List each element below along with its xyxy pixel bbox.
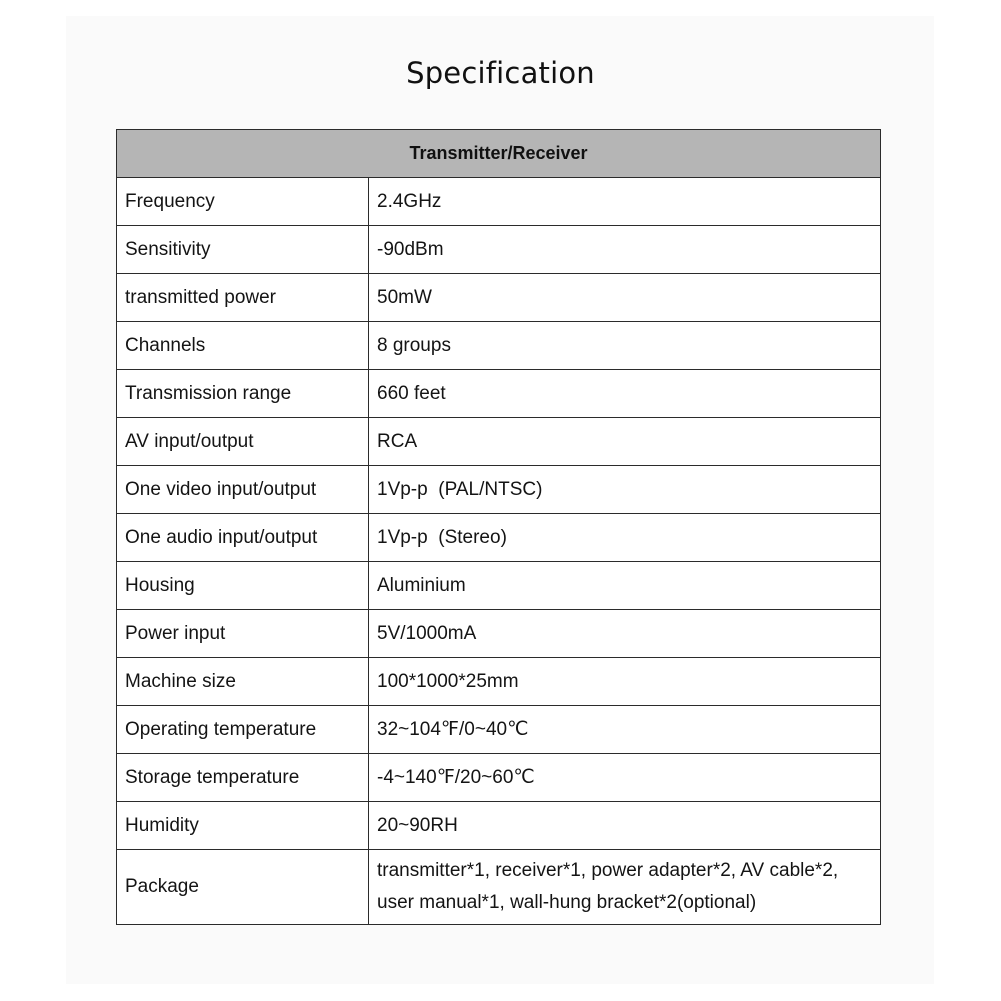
row-value: 20~90RH xyxy=(369,802,881,850)
row-label: Housing xyxy=(117,562,369,610)
table-row xyxy=(117,850,881,925)
table-row xyxy=(117,466,881,514)
table-row xyxy=(117,610,881,658)
row-label: Frequency xyxy=(117,178,369,226)
row-value: -4~140℉/20~60℃ xyxy=(369,754,881,802)
row-value: RCA xyxy=(369,418,881,466)
row-label: Transmission range xyxy=(117,370,369,418)
row-value: 660 feet xyxy=(369,370,881,418)
table-row xyxy=(117,706,881,754)
table-row xyxy=(117,514,881,562)
table-row xyxy=(117,754,881,802)
table-row xyxy=(117,802,881,850)
specification-table xyxy=(116,129,881,925)
row-value: 2.4GHz xyxy=(369,178,881,226)
row-label: Machine size xyxy=(117,658,369,706)
page-title: Specification xyxy=(406,56,595,90)
row-value-line: transmitter*1, receiver*1, power adapter*2, AV cable*2, xyxy=(377,860,839,881)
table-row xyxy=(117,658,881,706)
row-value: 8 groups xyxy=(369,322,881,370)
table-row xyxy=(117,418,881,466)
row-label: AV input/output xyxy=(117,418,369,466)
row-value: 32~104℉/0~40℃ xyxy=(369,706,881,754)
row-label: Power input xyxy=(117,610,369,658)
row-label: Humidity xyxy=(117,802,369,850)
row-label: transmitted power xyxy=(117,274,369,322)
row-label: Operating temperature xyxy=(117,706,369,754)
table-row xyxy=(117,226,881,274)
row-label: Package xyxy=(117,850,369,925)
row-label: Channels xyxy=(117,322,369,370)
table-row xyxy=(117,562,881,610)
table-row xyxy=(117,274,881,322)
row-value: 100*1000*25mm xyxy=(369,658,881,706)
row-value: 5V/1000mA xyxy=(369,610,881,658)
row-label: Sensitivity xyxy=(117,226,369,274)
table-header: Transmitter/Receiver xyxy=(117,130,881,178)
table-row xyxy=(117,370,881,418)
row-label: One video input/output xyxy=(117,466,369,514)
table-row xyxy=(117,322,881,370)
table-header-row xyxy=(117,130,881,178)
row-value-multiline xyxy=(369,850,881,925)
row-value: 1Vp-p (PAL/NTSC) xyxy=(369,466,881,514)
row-value: 50mW xyxy=(369,274,881,322)
table-row xyxy=(117,178,881,226)
row-label: Storage temperature xyxy=(117,754,369,802)
row-value-line: user manual*1, wall-hung bracket*2(optional) xyxy=(377,892,757,913)
row-value: -90dBm xyxy=(369,226,881,274)
row-value: Aluminium xyxy=(369,562,881,610)
row-label: One audio input/output xyxy=(117,514,369,562)
row-value: 1Vp-p (Stereo) xyxy=(369,514,881,562)
